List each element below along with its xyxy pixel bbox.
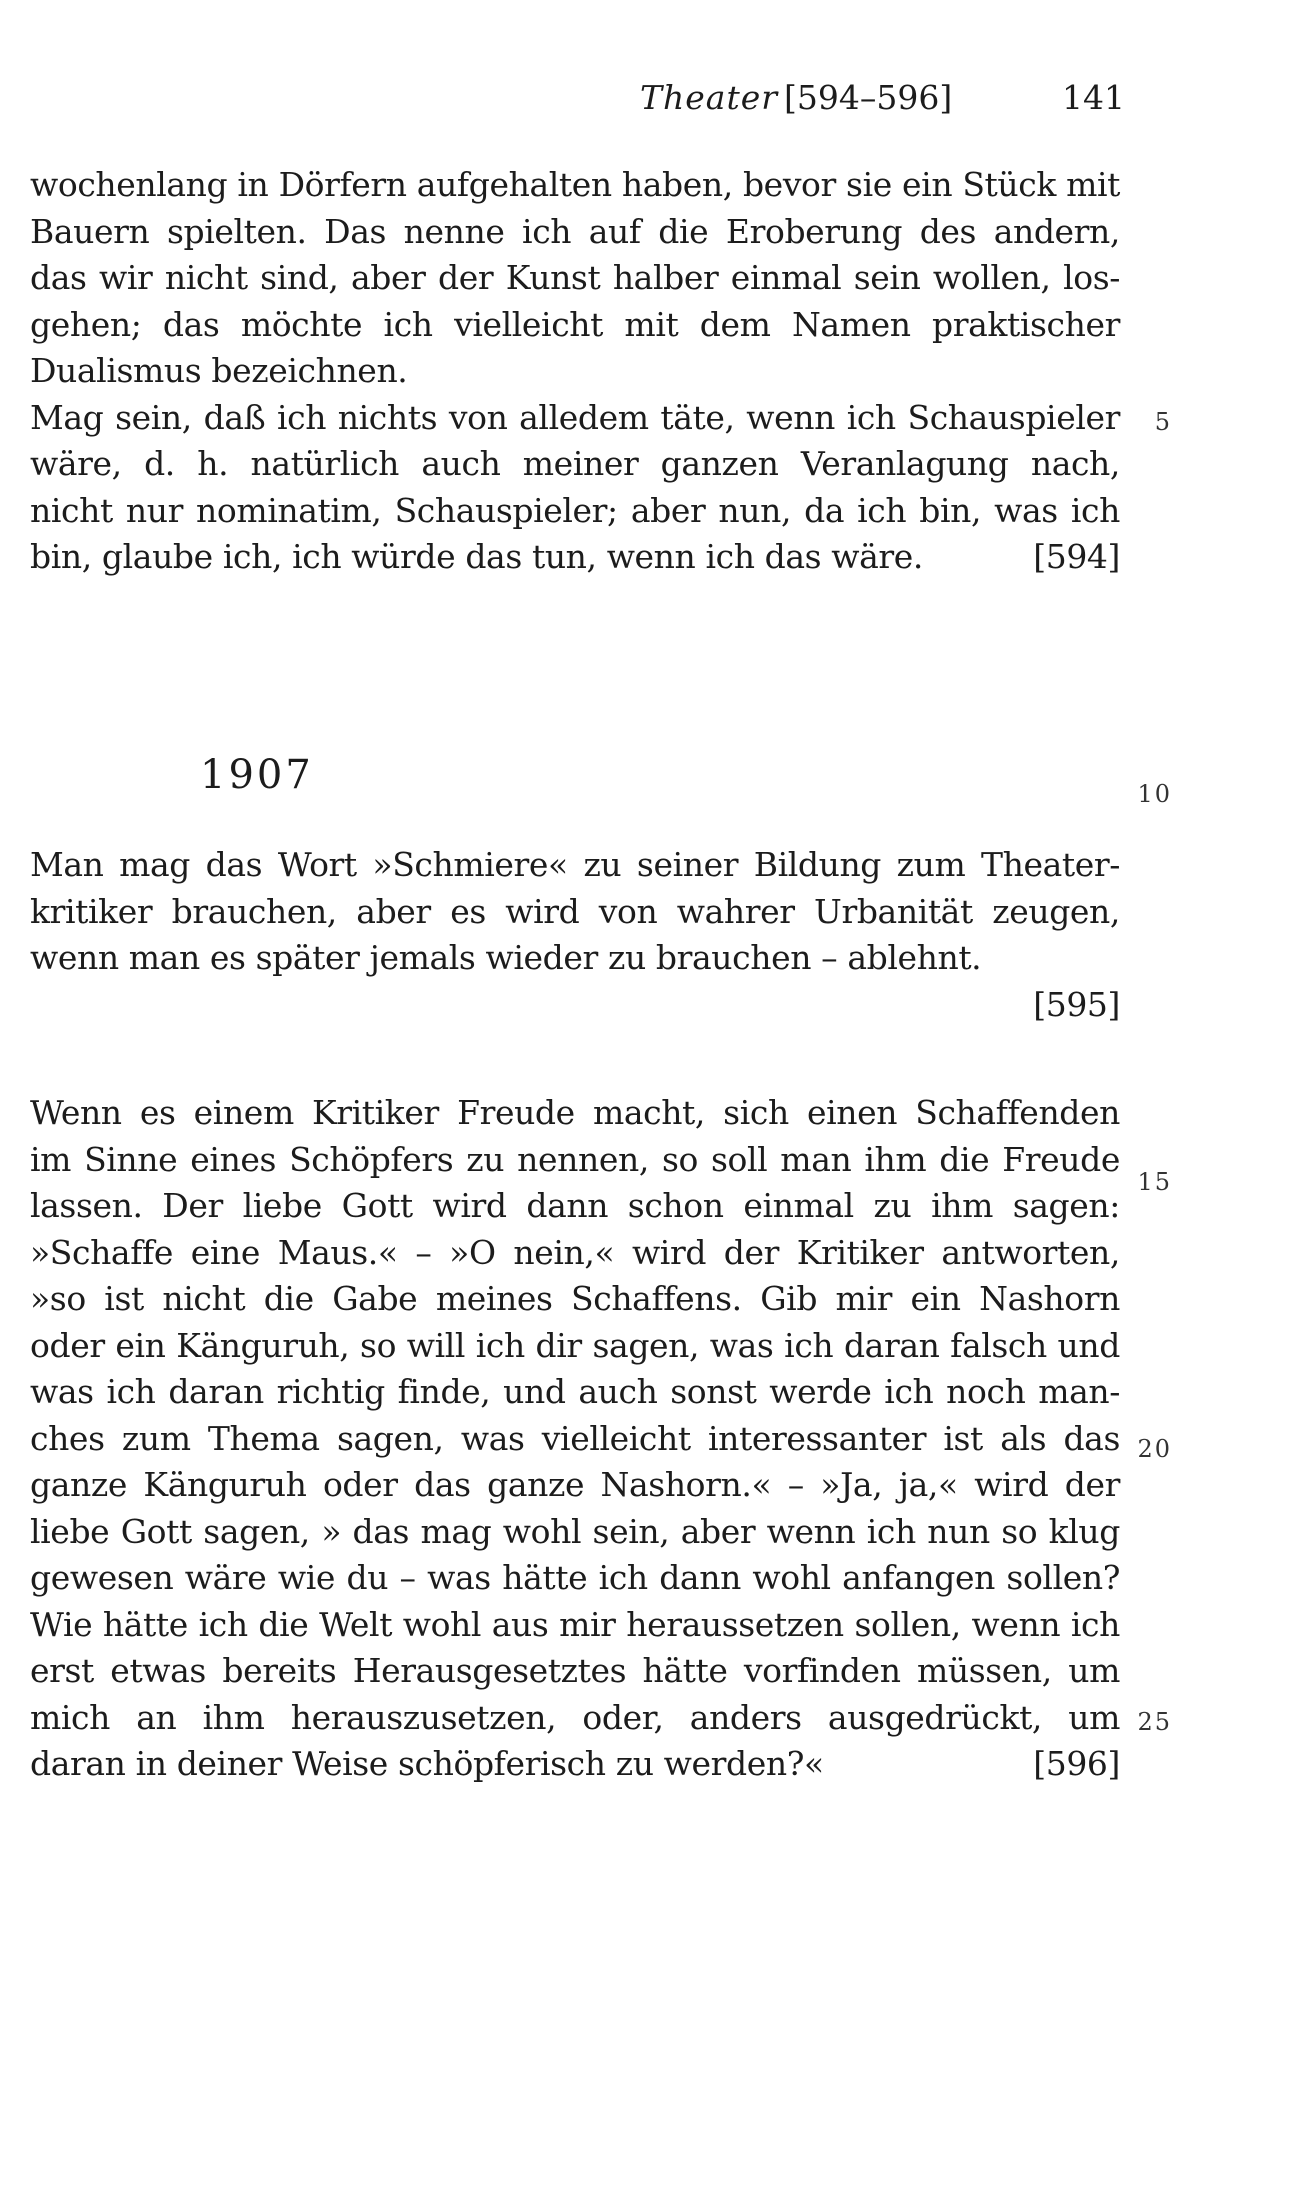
text-line: ganze Känguruh oder das ganze Nashorn.« – »Ja, ja,« wird der — [30, 1465, 1120, 1504]
aphorism-number: [595] — [1033, 984, 1120, 1024]
running-head-range: [594–596] — [784, 78, 953, 117]
text-line: das wir nicht sind, aber der Kunst halber einmal sein wollen, los- — [30, 258, 1120, 297]
text-line: erst etwas bereits Herausgesetztes hätte vorfinden müssen, um — [30, 1651, 1120, 1690]
margin-line-number: 15 — [1137, 1168, 1172, 1196]
text-line: Wenn es einem Kritiker Freude macht, sich einen Schaffenden — [30, 1093, 1120, 1132]
running-head-title: Theater — [640, 78, 779, 117]
text-line: wochenlang in Dörfern aufgehalten haben, bevor sie ein Stück mit — [30, 165, 1120, 204]
text-line: Man mag das Wort »Schmiere« zu seiner Bildung zum Theater- — [30, 845, 1120, 884]
text-line: gehen; das möchte ich vielleicht mit dem Namen praktischer — [30, 304, 1120, 344]
text-line-content: daran in deiner Weise schöpferisch zu werden?« — [30, 1744, 824, 1783]
paragraph-block-2 — [30, 842, 1120, 1028]
text-line: oder ein Känguruh, so will ich dir sagen, was ich daran falsch und — [30, 1325, 1120, 1365]
margin-line-number: 5 — [1154, 408, 1172, 436]
text-line: »so ist nicht die Gabe meines Schaffens. Gib mir ein Nashorn — [30, 1279, 1120, 1318]
year-heading: 1907 — [200, 752, 314, 798]
text-line-content: bin, glaube ich, ich würde das tun, wenn ich das wäre. — [30, 537, 923, 576]
text-line: Wie hätte ich die Welt wohl aus mir heraussetzen sollen, wenn ich — [30, 1604, 1120, 1644]
text-line: ches zum Thema sagen, was vielleicht interessanter ist als das — [30, 1418, 1120, 1458]
text-line: Dualismus bezeichnen. — [30, 351, 408, 390]
aphorism-number: [594] — [1033, 537, 1120, 576]
text-line: gewesen wäre wie du – was hätte ich dann wohl anfangen sollen? — [30, 1558, 1120, 1597]
text-line: liebe Gott sagen, » das mag wohl sein, aber wenn ich nun so klug — [30, 1511, 1120, 1551]
text-line: was ich daran richtig finde, und auch sonst werde ich noch man- — [30, 1372, 1120, 1411]
margin-line-number: 10 — [1137, 780, 1172, 808]
text-line: »Schaffe eine Maus.« – »O nein,« wird der Kritiker antworten, — [30, 1232, 1120, 1272]
text-line: mich an ihm herauszusetzen, oder, anders ausgedrückt, um — [30, 1697, 1120, 1737]
margin-line-number: 20 — [1137, 1435, 1172, 1463]
text-line: wäre, d. h. natürlich auch meiner ganzen Veranlagung nach, — [30, 444, 1120, 483]
text-line: lassen. Der liebe Gott wird dann schon einmal zu ihm sagen: — [30, 1186, 1120, 1225]
page-number: 141 — [1062, 78, 1125, 117]
text-line: Bauern spielten. Das nenne ich auf die Eroberung des andern, — [30, 211, 1120, 251]
running-head — [640, 78, 1125, 118]
text-line — [30, 1741, 1120, 1788]
paragraph-block-3 — [30, 1090, 1120, 1788]
text-line — [30, 534, 1120, 581]
text-line: Mag sein, daß ich nichts von alledem täte, wenn ich Schauspieler — [30, 397, 1120, 437]
text-line: nicht nur nominatim, Schauspieler; aber nun, da ich bin, was ich — [30, 490, 1120, 530]
paragraph-block-1 — [30, 162, 1120, 581]
aphorism-number: [596] — [1033, 1744, 1120, 1783]
margin-line-number: 25 — [1137, 1708, 1172, 1736]
text-line: wenn man es später jemals wieder zu brauchen – ablehnt. — [30, 938, 982, 977]
text-line: im Sinne eines Schöpfers zu nennen, so soll man ihm die Freude — [30, 1139, 1120, 1179]
text-line: kritiker brauchen, aber es wird von wahrer Urbanität zeugen, — [30, 891, 1120, 931]
